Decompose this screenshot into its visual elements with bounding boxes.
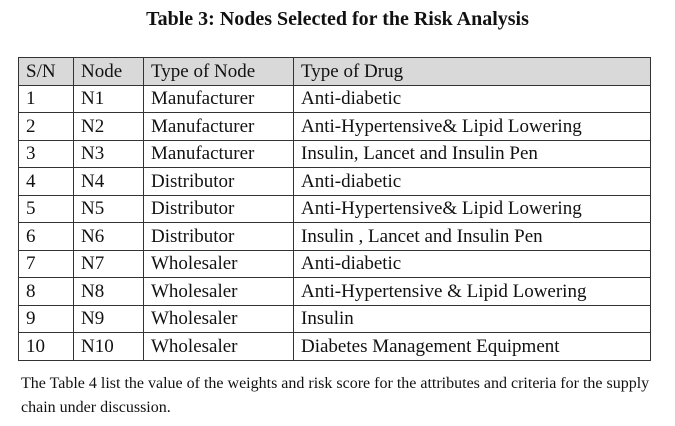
table-caption: Table 3: Nodes Selected for the Risk Analysis xyxy=(146,8,529,30)
cell-node: N3 xyxy=(74,140,144,168)
table-row xyxy=(19,113,651,141)
table-row xyxy=(19,305,651,333)
cell-type-of-drug: Insulin , Lancet and Insulin Pen xyxy=(294,223,651,251)
cell-type-of-drug: Insulin xyxy=(294,305,651,333)
cell-type-of-drug: Anti-Hypertensive & Lipid Lowering xyxy=(294,278,651,306)
cell-sn: 1 xyxy=(19,85,74,113)
header-sn: S/N xyxy=(19,58,74,86)
table-row xyxy=(19,223,651,251)
cell-node: N10 xyxy=(74,333,144,361)
cell-type-of-node: Wholesaler xyxy=(144,278,294,306)
cell-sn: 10 xyxy=(19,333,74,361)
cell-type-of-node: Distributor xyxy=(144,223,294,251)
cell-sn: 2 xyxy=(19,113,74,141)
cell-type-of-drug: Anti-diabetic xyxy=(294,85,651,113)
cell-type-of-drug: Anti-diabetic xyxy=(294,250,651,278)
cell-node: N2 xyxy=(74,113,144,141)
cell-type-of-drug: Insulin, Lancet and Insulin Pen xyxy=(294,140,651,168)
table-row xyxy=(19,250,651,278)
cell-type-of-node: Manufacturer xyxy=(144,140,294,168)
body-paragraph: The Table 4 list the value of the weights and risk score for the attributes and criteria for the supply chain under discussion. xyxy=(21,375,650,416)
cell-type-of-node: Wholesaler xyxy=(144,250,294,278)
table-row xyxy=(19,333,651,361)
table-body xyxy=(19,85,651,360)
cell-sn: 7 xyxy=(19,250,74,278)
cell-node: N1 xyxy=(74,85,144,113)
cell-node: N7 xyxy=(74,250,144,278)
cell-node: N5 xyxy=(74,195,144,223)
cell-sn: 9 xyxy=(19,305,74,333)
table-header xyxy=(19,58,651,86)
cell-sn: 6 xyxy=(19,223,74,251)
table-row xyxy=(19,140,651,168)
cell-node: N6 xyxy=(74,223,144,251)
cell-type-of-drug: Anti-Hypertensive& Lipid Lowering xyxy=(294,113,651,141)
nodes-table xyxy=(18,57,651,361)
header-node: Node xyxy=(74,58,144,86)
cell-type-of-node: Manufacturer xyxy=(144,85,294,113)
table-row xyxy=(19,168,651,196)
cell-sn: 8 xyxy=(19,278,74,306)
cell-type-of-node: Distributor xyxy=(144,168,294,196)
table-row xyxy=(19,278,651,306)
header-type-of-drug: Type of Drug xyxy=(294,58,651,86)
header-row xyxy=(19,58,651,86)
cell-node: N4 xyxy=(74,168,144,196)
cell-sn: 3 xyxy=(19,140,74,168)
cell-type-of-node: Wholesaler xyxy=(144,333,294,361)
cell-type-of-drug: Anti-Hypertensive& Lipid Lowering xyxy=(294,195,651,223)
table-row xyxy=(19,195,651,223)
cell-type-of-drug: Anti-diabetic xyxy=(294,168,651,196)
cell-sn: 4 xyxy=(19,168,74,196)
cell-type-of-node: Manufacturer xyxy=(144,113,294,141)
header-type-of-node: Type of Node xyxy=(144,58,294,86)
cell-sn: 5 xyxy=(19,195,74,223)
cell-node: N8 xyxy=(74,278,144,306)
cell-type-of-node: Wholesaler xyxy=(144,305,294,333)
cell-type-of-drug: Diabetes Management Equipment xyxy=(294,333,651,361)
table-row xyxy=(19,85,651,113)
cell-type-of-node: Distributor xyxy=(144,195,294,223)
cell-node: N9 xyxy=(74,305,144,333)
